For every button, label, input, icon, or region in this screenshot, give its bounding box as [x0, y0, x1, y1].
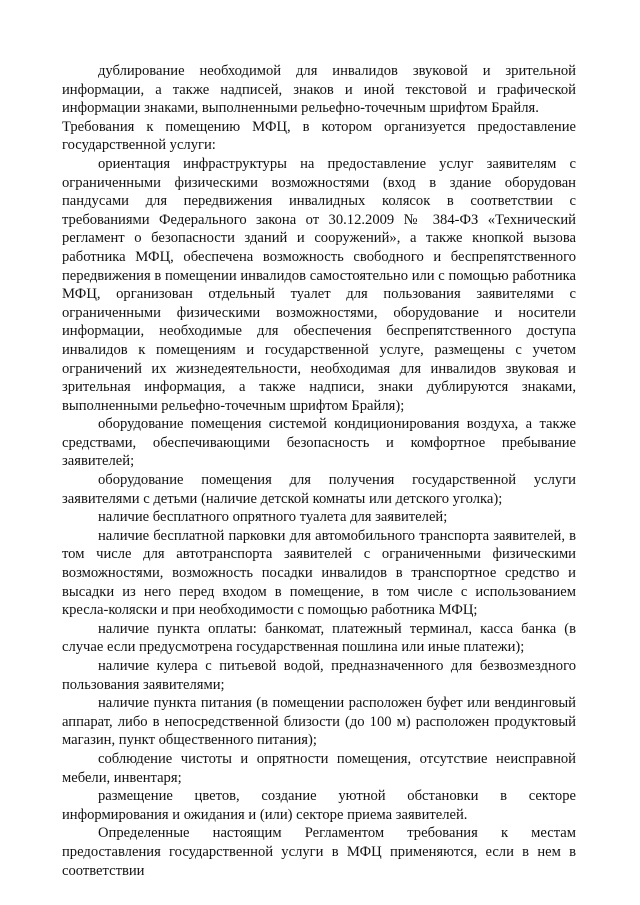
paragraph-food-point: наличие пункта питания (в помещении расположен буфет или вендинговый аппарат, либо в непосредственной близости (до 100 м) расположен продуктовый магазин, пункт общественного питания); [62, 695, 576, 749]
paragraph-payment-point: наличие пункта оплаты: банкомат, платежный терминал, касса банка (в случае если предусмотрена государственная пошлина или иные платежи); [62, 620, 576, 656]
paragraph-braille-duplication: дублирование необходимой для инвалидов звуковой и зрительной информации, а также надписей, знаков и иной текстовой и графической информации знаками, выполненными рельефно-точечным шрифтом Брайля. [62, 63, 576, 117]
paragraph-free-parking: наличие бесплатной парковки для автомобильного транспорта заявителей, в том числе для автотранспорта заявителей с ограниченными физическими возможностями, возможность посадки инвалидов в транспортное средство и высадки из него перед входом в помещение, в том числе с использованием кресла-коляски и при необходимости с помощью работника МФЦ; [62, 527, 576, 619]
paragraph-mfc-requirements-heading: Требования к помещению МФЦ, в котором организуется предоставление государственной услуги: [62, 118, 576, 154]
paragraph-infrastructure-orientation: ориентация инфраструктуры на предоставление услуг заявителям с ограниченными физическими возможностями (вход в здание оборудован пандусами для передвижения инвалидных колясок в соответствии с требованиями Федерального закона от 30.12.2009 № 384-ФЗ «Технический регламент о безопасности зданий и сооружений», а также кнопкой вызова работника МФЦ, обеспечена возможность свободного и беспрепятственного передвижения в помещении инвалидов самостоятельно или с помощью работника МФЦ, организован отдельный туалет для пользования заявителями с ограниченными физическими возможностями, оборудование и носители информации, необходимые для обеспечения беспрепятственного доступа инвалидов к помещениям и государственной услуге, размещены с учетом ограничений их жизнедеятельности, необходимая для инвалидов звуковая и зрительная информация, а также надписи, знаки дублируются знаками, выполненными рельефно-точечным шрифтом Брайля); [62, 155, 576, 414]
paragraph-cleanliness: соблюдение чистоты и опрятности помещения, отсутствие неисправной мебели, инвентаря; [62, 750, 576, 786]
paragraph-children-room: оборудование помещения для получения государственной услуги заявителями с детьми (наличие детской комнаты или детского уголка); [62, 472, 576, 507]
document-page [62, 62, 576, 880]
paragraph-free-toilet: наличие бесплатного опрятного туалета для заявителей; [98, 509, 448, 526]
paragraph-air-conditioning: оборудование помещения системой кондиционирования воздуха, а также средствами, обеспечивающими безопасность и комфортное пребывание заявителей; [62, 416, 576, 470]
paragraph-water-cooler: наличие кулера с питьевой водой, предназначенного для безвозмездного пользования заявителями; [62, 658, 576, 693]
paragraph-flowers-comfort: размещение цветов, создание уютной обстановки в секторе информирования и ожидания и (или) секторе приема заявителей. [62, 788, 576, 823]
paragraph-regulation-requirements: Определенные настоящим Регламентом требования к местам предоставления государственной услуги в МФЦ применяются, если в нем в соответствии [62, 825, 576, 879]
